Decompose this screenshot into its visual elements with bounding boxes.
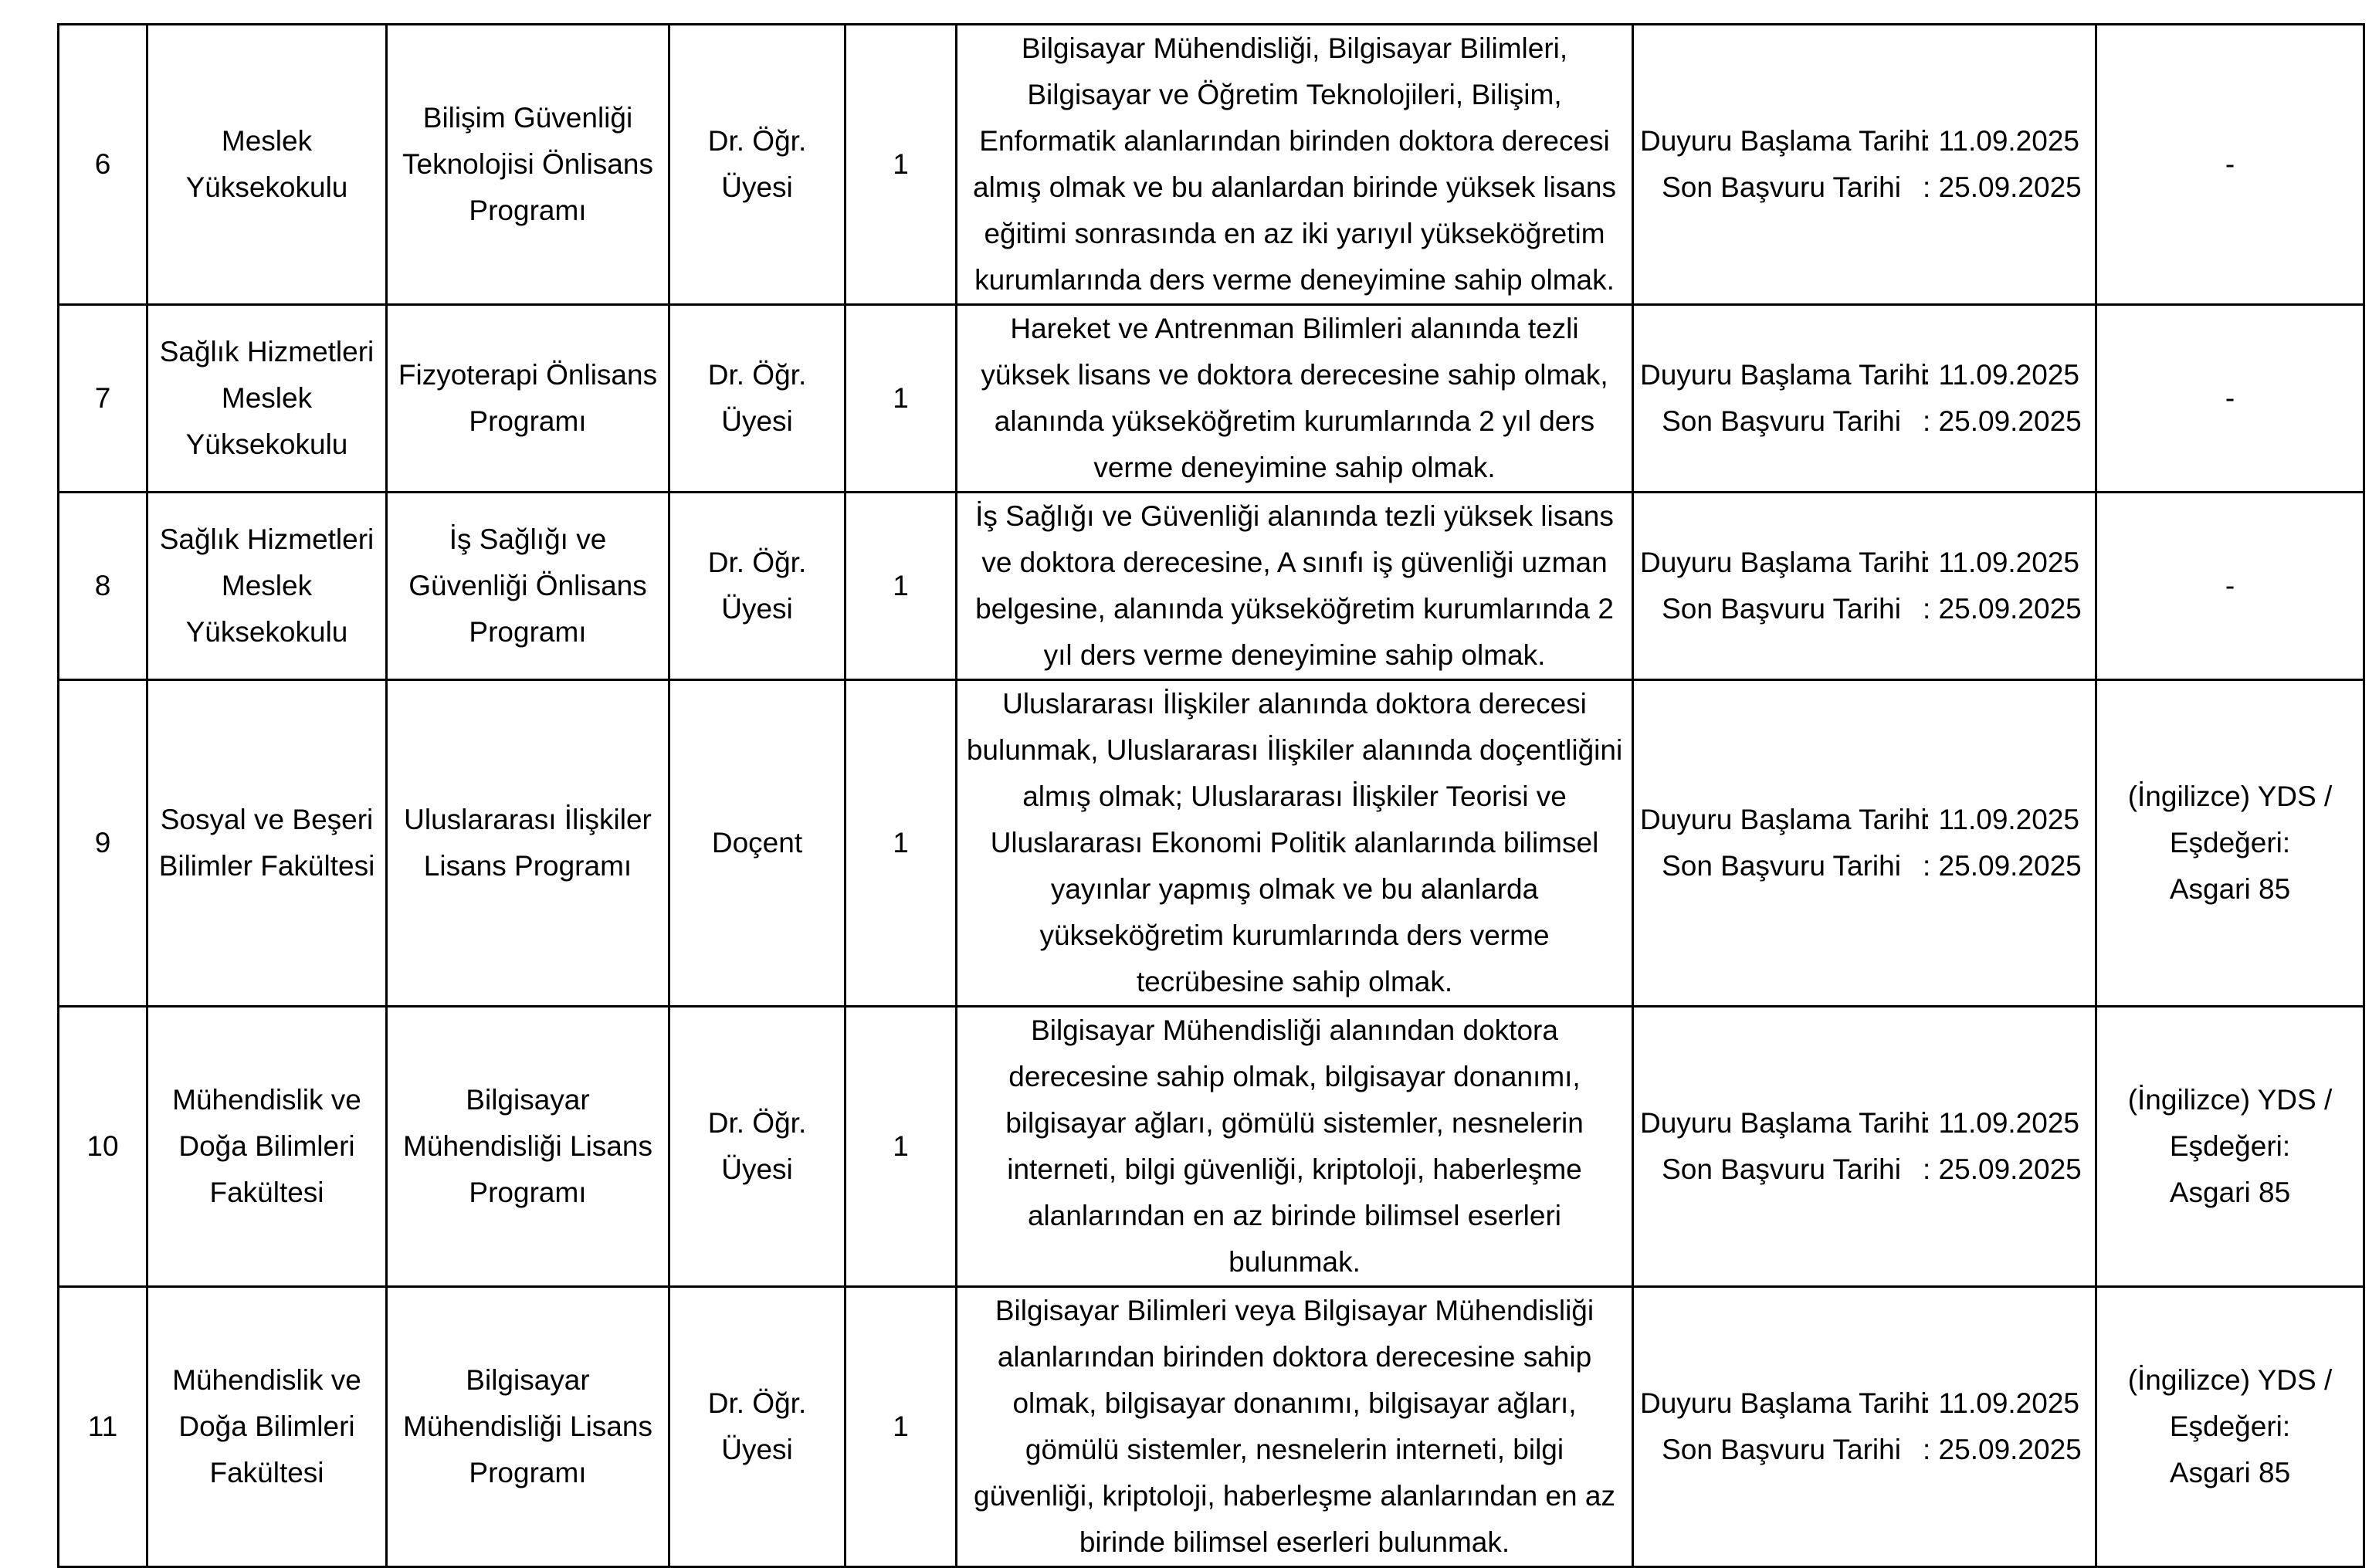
- language-cell: [2096, 680, 2364, 1007]
- title-line: Doçent: [711, 827, 803, 859]
- end-date-value: : 25.09.2025: [1923, 171, 2082, 203]
- end-date-value: : 25.09.2025: [1923, 593, 2082, 625]
- start-date-value: : 11.09.2025: [1923, 125, 2079, 157]
- requirement-cell: Bilgisayar Bilimleri veya Bilgisayar Mühendisliği alanlarından birinden doktora derecesine sahip olmak, bilgisayar donanımı, bilgisayar ağları, gömülü sistemler, nesnelerin interneti, bilgi güvenliği, kriptoloji, haberleşme alanlarından en az birinde bilimsel eserleri bulunmak.: [957, 1287, 1633, 1567]
- program-cell: [387, 493, 669, 680]
- title-cell: [669, 25, 846, 305]
- dates-cell: [1633, 1287, 2096, 1567]
- title-cell: [669, 305, 846, 493]
- end-date-value: : 25.09.2025: [1923, 1153, 2082, 1185]
- language-cell: [2096, 493, 2364, 680]
- requirement-cell: Hareket ve Antrenman Bilimleri alanında tezli yüksek lisans ve doktora derecesine sahip olmak, alanında yükseköğretim kurumlarında 2 yıl ders verme deneyimine sahip olmak.: [957, 305, 1633, 493]
- unit-line: Fakültesi: [209, 1457, 324, 1488]
- program-line: Lisans Programı: [423, 850, 632, 882]
- program-line: Programı: [469, 195, 587, 226]
- end-date-label: Son Başvuru Tarihi: [1662, 593, 1901, 625]
- requirement-cell: İş Sağlığı ve Güvenliği alanında tezli yüksek lisans ve doktora derecesine, A sınıfı iş güvenliği uzman belgesine, alanında yükseköğretim kurumlarında 2 yıl ders verme deneyimine sahip olmak.: [957, 493, 1633, 680]
- row-number: 10: [59, 1007, 147, 1287]
- language-line: Asgari 85: [2169, 1177, 2291, 1208]
- title-line: Üyesi: [721, 593, 793, 625]
- language-cell: [2096, 1287, 2364, 1567]
- title-cell: [669, 493, 846, 680]
- program-line: İş Sağlığı ve: [449, 523, 607, 555]
- unit-line: Sağlık Hizmetleri: [159, 523, 374, 555]
- program-line: Programı: [469, 1457, 587, 1488]
- start-date-label: Duyuru Başlama Tarihi: [1640, 1107, 1927, 1139]
- language-cell: [2096, 25, 2364, 305]
- unit-line: Meslek: [221, 382, 313, 414]
- language-line: Asgari 85: [2169, 1457, 2291, 1488]
- row-number: 7: [59, 305, 147, 493]
- end-date-value: : 25.09.2025: [1923, 405, 2082, 437]
- unit-line: Sosyal ve Beşeri: [160, 804, 374, 835]
- unit-line: Meslek: [221, 125, 313, 157]
- dates-cell: [1633, 1007, 2096, 1287]
- unit-line: Mühendislik ve: [172, 1364, 361, 1396]
- table-row: [59, 493, 2364, 680]
- requirement-cell: Bilgisayar Mühendisliği, Bilgisayar Bilimleri, Bilgisayar ve Öğretim Teknolojileri, Bilişim, Enformatik alanlarından birinden doktora derecesi almış olmak ve bu alanlardan birinde yüksek lisans eğitimi sonrasında en az iki yarıyıl yükseköğretim kurumlarında ders verme deneyimine sahip olmak.: [957, 25, 1633, 305]
- unit-line: Yüksekokulu: [185, 428, 348, 460]
- start-date-label: Duyuru Başlama Tarihi: [1640, 547, 1927, 578]
- program-line: Mühendisliği Lisans: [403, 1411, 652, 1442]
- program-line: Mühendisliği Lisans: [403, 1130, 652, 1162]
- title-line: Üyesi: [721, 1153, 793, 1185]
- end-date-value: : 25.09.2025: [1923, 850, 2082, 882]
- language-line: (İngilizce) YDS /: [2127, 1084, 2333, 1116]
- language-line: (İngilizce) YDS /: [2127, 781, 2333, 812]
- end-date-label: Son Başvuru Tarihi: [1662, 1153, 1901, 1185]
- program-line: Programı: [469, 616, 587, 648]
- dates-cell: [1633, 25, 2096, 305]
- unit-line: Doğa Bilimleri: [178, 1130, 355, 1162]
- language-line: Eşdeğeri:: [2169, 1411, 2291, 1442]
- unit-cell: [147, 1287, 387, 1567]
- end-date-label: Son Başvuru Tarihi: [1662, 171, 1901, 203]
- title-line: Dr. Öğr.: [707, 1387, 807, 1419]
- language-line: Eşdeğeri:: [2169, 1130, 2291, 1162]
- title-line: Dr. Öğr.: [707, 125, 807, 157]
- unit-line: Yüksekokulu: [185, 616, 348, 648]
- language-line: Asgari 85: [2169, 873, 2291, 905]
- table-row: [59, 1287, 2364, 1567]
- row-number: 6: [59, 25, 147, 305]
- title-cell: [669, 1007, 846, 1287]
- unit-cell: [147, 1007, 387, 1287]
- dates-cell: [1633, 493, 2096, 680]
- language-line: -: [2225, 570, 2235, 601]
- table-row: [59, 680, 2364, 1007]
- program-line: Uluslararası İlişkiler: [404, 804, 652, 835]
- unit-cell: [147, 493, 387, 680]
- unit-line: Meslek: [221, 570, 313, 601]
- title-line: Dr. Öğr.: [707, 547, 807, 578]
- start-date-value: : 11.09.2025: [1923, 1387, 2079, 1419]
- title-line: Dr. Öğr.: [707, 1107, 807, 1139]
- language-cell: [2096, 1007, 2364, 1287]
- unit-cell: [147, 25, 387, 305]
- program-cell: [387, 1007, 669, 1287]
- program-cell: [387, 305, 669, 493]
- dates-cell: [1633, 305, 2096, 493]
- unit-line: Fakültesi: [209, 1177, 324, 1208]
- table-row: [59, 25, 2364, 305]
- program-line: Bilişim Güvenliği: [422, 102, 633, 134]
- unit-line: Mühendislik ve: [172, 1084, 361, 1116]
- program-line: Programı: [469, 1177, 587, 1208]
- count-cell: 1: [846, 1007, 957, 1287]
- start-date-value: : 11.09.2025: [1923, 547, 2079, 578]
- program-line: Bilgisayar: [466, 1364, 590, 1396]
- table-row: [59, 305, 2364, 493]
- program-cell: [387, 680, 669, 1007]
- row-number: 8: [59, 493, 147, 680]
- start-date-label: Duyuru Başlama Tarihi: [1640, 1387, 1927, 1419]
- program-cell: [387, 1287, 669, 1567]
- program-line: Güvenliği Önlisans: [408, 570, 647, 601]
- unit-line: Sağlık Hizmetleri: [159, 336, 374, 367]
- title-cell: [669, 1287, 846, 1567]
- title-line: Üyesi: [721, 405, 793, 437]
- requirement-cell: Uluslararası İlişkiler alanında doktora derecesi bulunmak, Uluslararası İlişkiler alanında doçentliğini almış olmak; Uluslararası İlişkiler Teorisi ve Uluslararası Ekonomi Politik alanlarında bilimsel yayınlar yapmış olmak ve bu alanlarda yükseköğretim kurumlarında ders verme tecrübesine sahip olmak.: [957, 680, 1633, 1007]
- title-line: Dr. Öğr.: [707, 359, 807, 391]
- start-date-value: : 11.09.2025: [1923, 804, 2079, 835]
- count-cell: 1: [846, 305, 957, 493]
- language-cell: [2096, 305, 2364, 493]
- requirement-cell: Bilgisayar Mühendisliği alanından doktora derecesine sahip olmak, bilgisayar donanımı, bilgisayar ağları, gömülü sistemler, nesnelerin interneti, bilgi güvenliği, kriptoloji, haberleşme alanlarından en az birinde bilimsel eserleri bulunmak.: [957, 1007, 1633, 1287]
- end-date-label: Son Başvuru Tarihi: [1662, 405, 1901, 437]
- count-cell: 1: [846, 680, 957, 1007]
- end-date-label: Son Başvuru Tarihi: [1662, 1434, 1901, 1465]
- positions-table-body: [59, 25, 2364, 1567]
- program-line: Teknolojisi Önlisans: [402, 148, 653, 180]
- language-line: Eşdeğeri:: [2169, 827, 2291, 859]
- program-line: Programı: [469, 405, 587, 437]
- table-row: [59, 1007, 2364, 1287]
- unit-line: Doğa Bilimleri: [178, 1411, 355, 1442]
- program-line: Fizyoterapi Önlisans: [398, 359, 658, 391]
- unit-cell: [147, 680, 387, 1007]
- unit-line: Bilimler Fakültesi: [158, 850, 375, 882]
- end-date-label: Son Başvuru Tarihi: [1662, 850, 1901, 882]
- positions-table: [57, 23, 2365, 1568]
- start-date-label: Duyuru Başlama Tarihi: [1640, 125, 1927, 157]
- count-cell: 1: [846, 25, 957, 305]
- start-date-label: Duyuru Başlama Tarihi: [1640, 804, 1927, 835]
- row-number: 9: [59, 680, 147, 1007]
- end-date-value: : 25.09.2025: [1923, 1434, 2082, 1465]
- language-line: -: [2225, 382, 2235, 414]
- count-cell: 1: [846, 1287, 957, 1567]
- language-line: -: [2225, 148, 2235, 180]
- start-date-label: Duyuru Başlama Tarihi: [1640, 359, 1927, 391]
- unit-line: Yüksekokulu: [185, 171, 348, 203]
- title-cell: [669, 680, 846, 1007]
- start-date-value: : 11.09.2025: [1923, 359, 2079, 391]
- row-number: 11: [59, 1287, 147, 1567]
- program-line: Bilgisayar: [466, 1084, 590, 1116]
- language-line: (İngilizce) YDS /: [2127, 1364, 2333, 1396]
- dates-cell: [1633, 680, 2096, 1007]
- title-line: Üyesi: [721, 171, 793, 203]
- count-cell: 1: [846, 493, 957, 680]
- start-date-value: : 11.09.2025: [1923, 1107, 2079, 1139]
- program-cell: [387, 25, 669, 305]
- title-line: Üyesi: [721, 1434, 793, 1465]
- unit-cell: [147, 305, 387, 493]
